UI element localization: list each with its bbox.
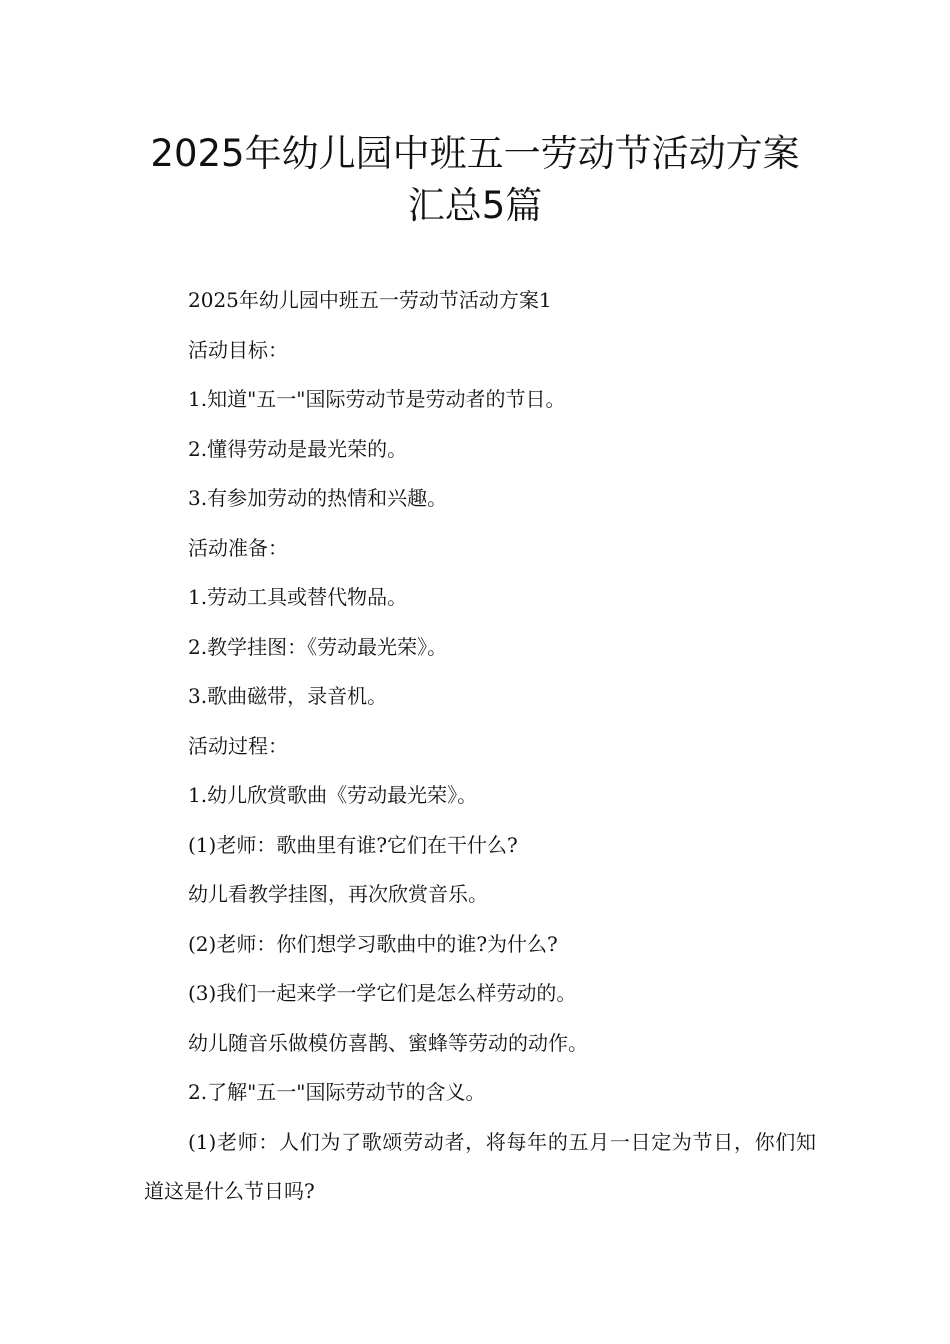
document-body — [144, 276, 816, 1217]
paragraph: 幼儿看教学挂图，再次欣赏音乐。 — [188, 882, 488, 906]
paragraph: 活动目标： — [188, 337, 288, 362]
paragraph: (3)我们一起来学一学它们是怎么样劳动的。 — [188, 981, 577, 1005]
paragraph: (1)老师：歌曲里有谁?它们在干什么? — [188, 832, 518, 857]
title-line-1: 2025年幼儿园中班五一劳动节活动方案 — [150, 132, 800, 175]
paragraph: 3.歌曲磁带，录音机。 — [188, 684, 388, 708]
section-heading: 2025年幼儿园中班五一劳动节活动方案1 — [188, 288, 552, 312]
paragraph: 1.知道"五一"国际劳动节是劳动者的节日。 — [188, 387, 566, 411]
title-line-2: 汇总5篇 — [407, 184, 543, 227]
paragraph: 2.了解"五一"国际劳动节的含义。 — [188, 1080, 486, 1104]
paragraph: 3.有参加劳动的热情和兴趣。 — [188, 486, 448, 510]
paragraph: 1.劳动工具或替代物品。 — [188, 585, 408, 609]
paragraph: 2.教学挂图：《劳动最光荣》。 — [188, 634, 448, 659]
paragraph: 活动准备： — [188, 535, 288, 560]
paragraph: (2)老师：你们想学习歌曲中的谁?为什么? — [188, 931, 558, 956]
paragraph: (1)老师：人们为了歌颂劳动者，将每年的五月一日定为节日，你们知道这是什么节日吗? — [144, 1129, 816, 1203]
paragraph: 2.懂得劳动是最光荣的。 — [188, 436, 408, 461]
paragraph: 幼儿随音乐做模仿喜鹊、蜜蜂等劳动的动作。 — [188, 1030, 588, 1055]
paragraph: 活动过程： — [188, 733, 288, 758]
document-title — [100, 128, 850, 232]
paragraph: 1.幼儿欣赏歌曲《劳动最光荣》。 — [188, 783, 478, 807]
